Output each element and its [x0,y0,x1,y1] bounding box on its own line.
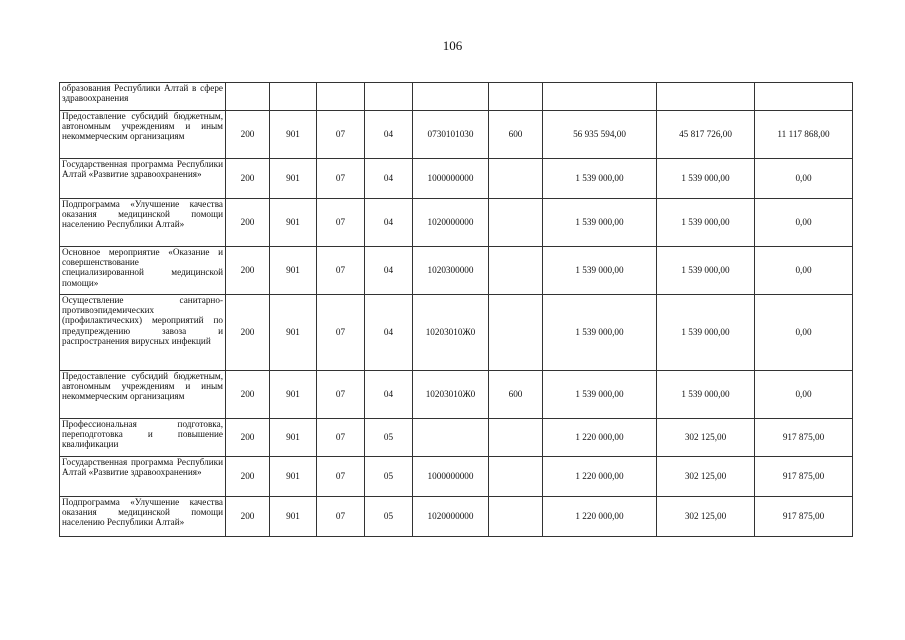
cell-ministry: 901 [270,199,317,247]
cell-amount1: 1 539 000,00 [543,159,657,199]
table-row [60,247,853,295]
cell-ministry: 901 [270,247,317,295]
cell-subsection: 04 [365,295,413,371]
cell-type [489,497,543,537]
cell-amount3 [755,83,853,111]
cell-amount2: 1 539 000,00 [657,159,755,199]
cell-admin: 200 [226,247,270,295]
cell-amount1: 1 220 000,00 [543,497,657,537]
cell-amount1: 1 539 000,00 [543,371,657,419]
cell-subsection: 04 [365,111,413,159]
budget-table [59,82,853,537]
cell-amount3: 917 875,00 [755,419,853,457]
cell-section: 07 [317,457,365,497]
cell-amount2: 1 539 000,00 [657,247,755,295]
cell-type [489,295,543,371]
cell-name: Осуществление санитарно-противоэпидемических (профилактических) мероприятий по предупреждению завоза и распространения вирусных инфекций [60,295,226,371]
table-row [60,199,853,247]
cell-subsection: 05 [365,497,413,537]
cell-admin: 200 [226,111,270,159]
cell-amount3: 0,00 [755,159,853,199]
cell-type [489,457,543,497]
cell-section: 07 [317,419,365,457]
cell-subsection: 05 [365,419,413,457]
cell-target: 1020000000 [413,199,489,247]
table-row [60,111,853,159]
cell-name: Подпрограмма «Улучшение качества оказания медицинской помощи населению Республики Алтай» [60,199,226,247]
cell-ministry: 901 [270,159,317,199]
cell-target: 1000000000 [413,159,489,199]
cell-name: образования Республики Алтай в сфере здравоохранения [60,83,226,111]
cell-type [489,159,543,199]
cell-type [489,247,543,295]
cell-type [489,83,543,111]
cell-subsection: 04 [365,371,413,419]
cell-amount3: 917 875,00 [755,457,853,497]
cell-ministry: 901 [270,371,317,419]
cell-ministry: 901 [270,419,317,457]
cell-admin: 200 [226,371,270,419]
cell-admin: 200 [226,457,270,497]
cell-admin: 200 [226,159,270,199]
cell-amount2: 302 125,00 [657,497,755,537]
cell-admin [226,83,270,111]
cell-target: 0730101030 [413,111,489,159]
cell-section [317,83,365,111]
cell-amount1: 1 539 000,00 [543,199,657,247]
cell-name: Предоставление субсидий бюджетным, автономным учреждениям и иным некоммерческим организациям [60,371,226,419]
cell-admin: 200 [226,199,270,247]
table-row [60,497,853,537]
cell-section: 07 [317,199,365,247]
cell-ministry: 901 [270,295,317,371]
cell-amount1: 56 935 594,00 [543,111,657,159]
cell-target: 10203010Ж0 [413,295,489,371]
cell-ministry: 901 [270,457,317,497]
cell-type [489,419,543,457]
cell-name: Подпрограмма «Улучшение качества оказания медицинской помощи населению Республики Алтай» [60,497,226,537]
table-row [60,457,853,497]
cell-type: 600 [489,371,543,419]
cell-subsection: 05 [365,457,413,497]
cell-target [413,419,489,457]
cell-amount1: 1 539 000,00 [543,247,657,295]
cell-amount3: 0,00 [755,247,853,295]
cell-section: 07 [317,295,365,371]
cell-target: 10203010Ж0 [413,371,489,419]
cell-admin: 200 [226,497,270,537]
budget-table-body [60,83,853,537]
cell-ministry: 901 [270,111,317,159]
cell-amount1: 1 220 000,00 [543,419,657,457]
cell-amount3: 11 117 868,00 [755,111,853,159]
cell-amount3: 0,00 [755,199,853,247]
table-row [60,419,853,457]
cell-target: 1020300000 [413,247,489,295]
cell-amount2: 45 817 726,00 [657,111,755,159]
cell-subsection [365,83,413,111]
page-number: 106 [442,38,463,53]
cell-ministry: 901 [270,497,317,537]
cell-subsection: 04 [365,199,413,247]
cell-amount2: 1 539 000,00 [657,371,755,419]
cell-section: 07 [317,497,365,537]
cell-amount1 [543,83,657,111]
cell-target: 1020000000 [413,497,489,537]
cell-section: 07 [317,371,365,419]
cell-amount3: 0,00 [755,295,853,371]
cell-subsection: 04 [365,247,413,295]
cell-amount3: 0,00 [755,371,853,419]
cell-type [489,199,543,247]
cell-amount1: 1 220 000,00 [543,457,657,497]
cell-name: Профессиональная подготовка, переподготовка и повышение квалификации [60,419,226,457]
cell-section: 07 [317,247,365,295]
cell-name: Государственная программа Республики Алтай «Развитие здравоохранения» [60,457,226,497]
cell-amount2: 302 125,00 [657,419,755,457]
table-row [60,83,853,111]
cell-amount1: 1 539 000,00 [543,295,657,371]
cell-subsection: 04 [365,159,413,199]
cell-amount2: 302 125,00 [657,457,755,497]
cell-target: 1000000000 [413,457,489,497]
cell-amount2: 1 539 000,00 [657,295,755,371]
table-row [60,159,853,199]
cell-ministry [270,83,317,111]
cell-target [413,83,489,111]
cell-amount2 [657,83,755,111]
cell-name: Предоставление субсидий бюджетным, автономным учреждениям и иным некоммерческим организациям [60,111,226,159]
cell-admin: 200 [226,419,270,457]
cell-amount2: 1 539 000,00 [657,199,755,247]
cell-section: 07 [317,111,365,159]
cell-section: 07 [317,159,365,199]
cell-admin: 200 [226,295,270,371]
table-row [60,371,853,419]
cell-name: Государственная программа Республики Алтай «Развитие здравоохранения» [60,159,226,199]
cell-name: Основное мероприятие «Оказание и совершенствование специализированной медицинской помощи» [60,247,226,295]
cell-amount3: 917 875,00 [755,497,853,537]
cell-type: 600 [489,111,543,159]
table-row [60,295,853,371]
